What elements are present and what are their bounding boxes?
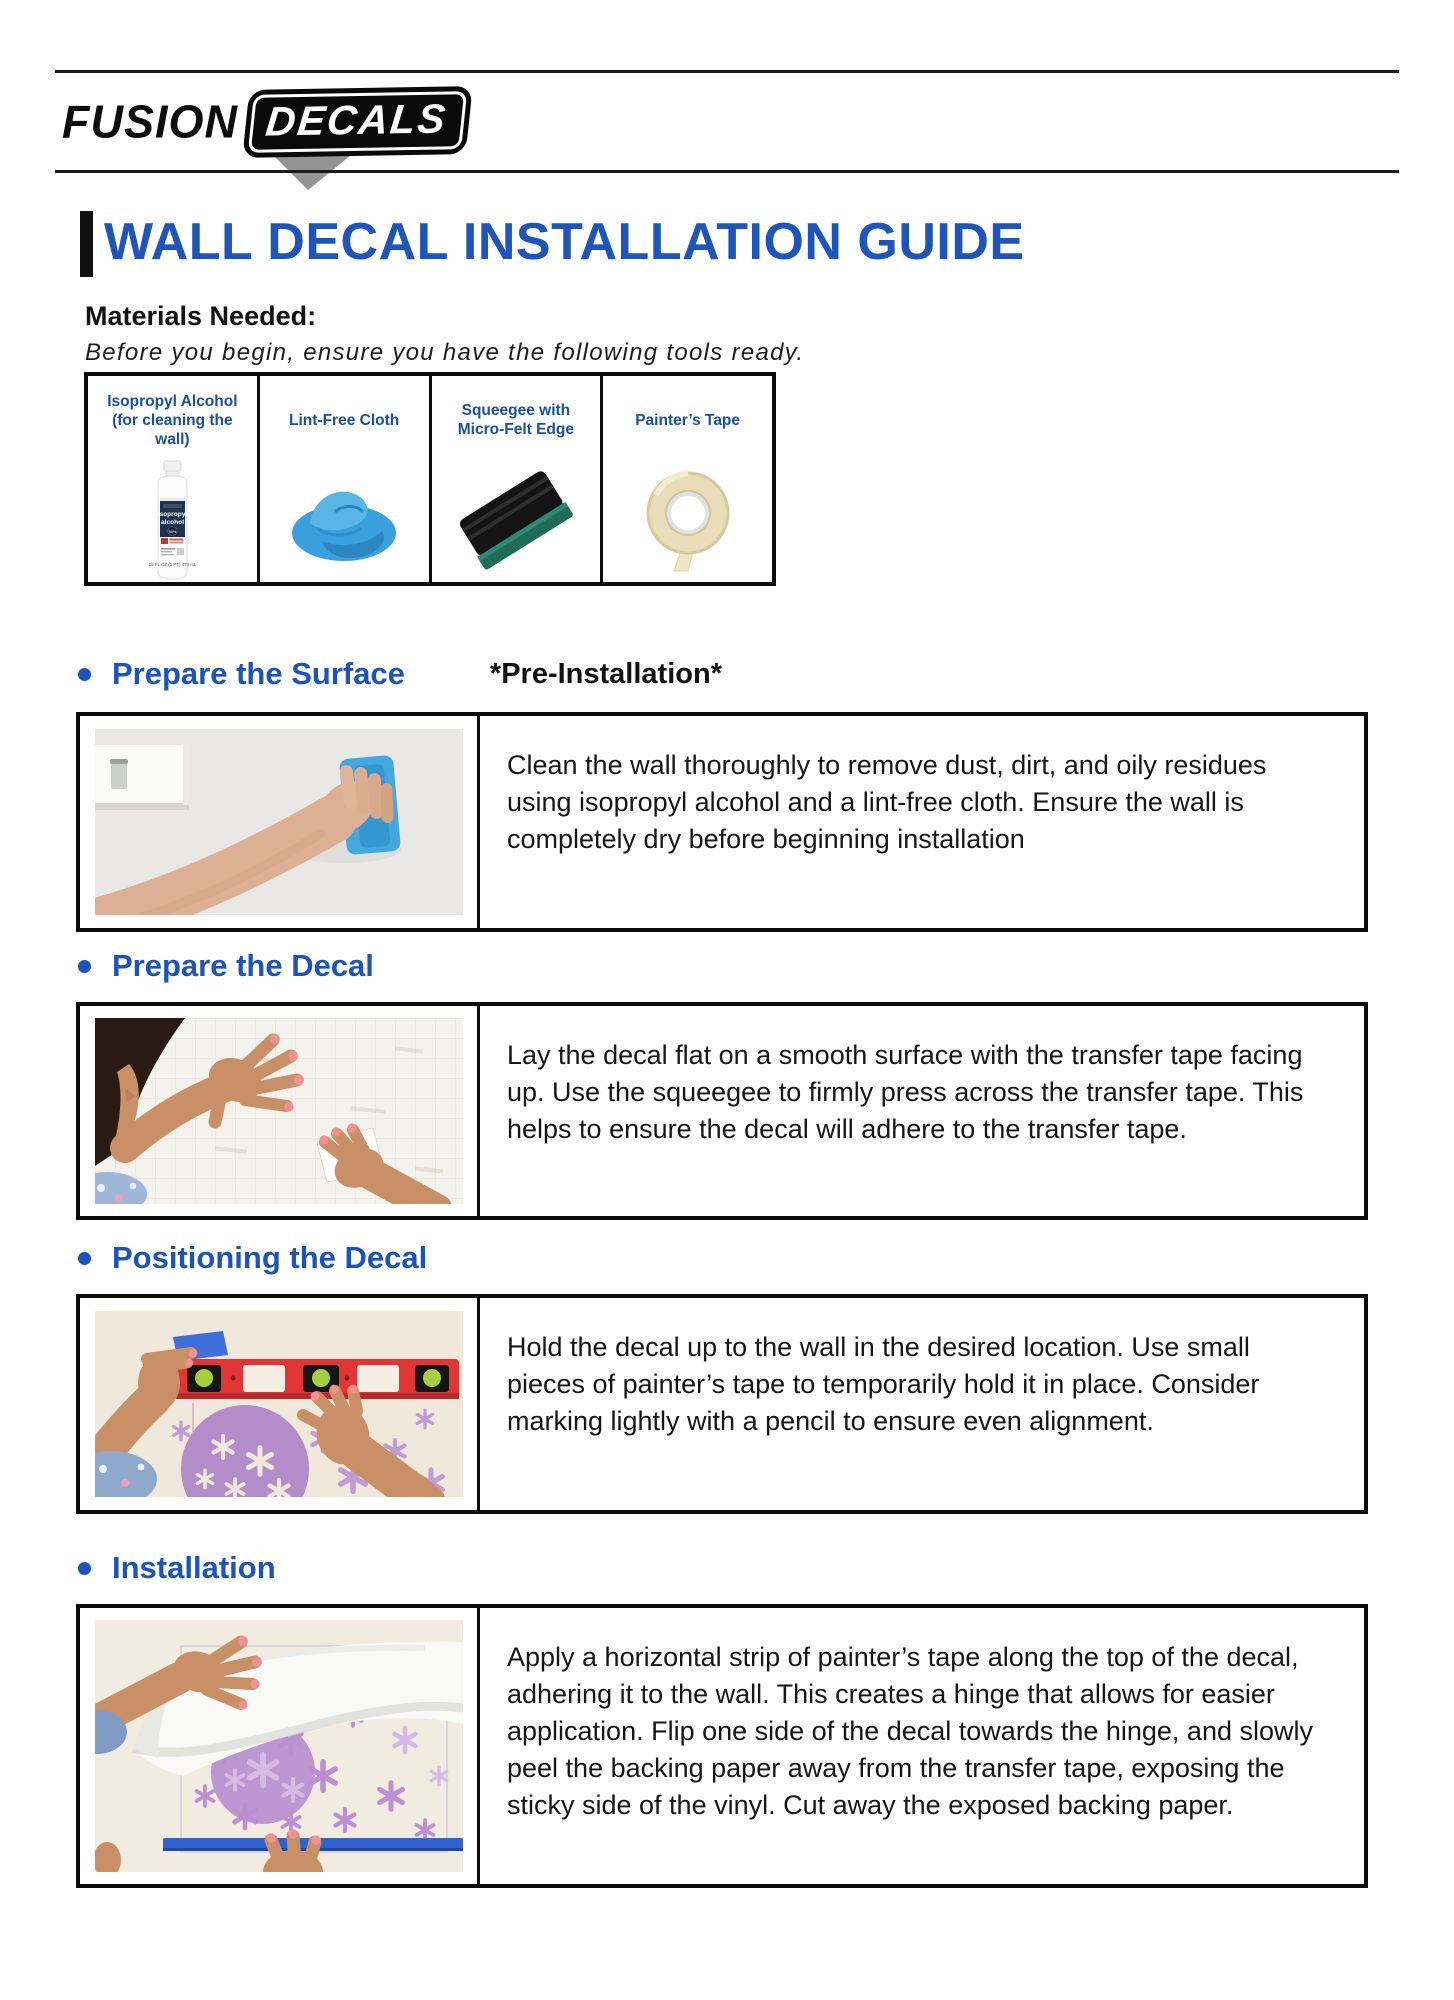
- bullet-icon: [78, 1562, 91, 1575]
- bottle-size-text: 16 FL OZ (1 PT) 473 mL: [149, 562, 197, 567]
- logo-badge: [242, 86, 472, 158]
- step-body-text: Hold the decal up to the wall in the desired location. Use small pieces of painter’s tape to temporarily hold it in place. Consider marking lightly with a pencil to ensure even alignment.: [507, 1332, 1260, 1436]
- material-cell-squeegee: [432, 376, 601, 582]
- wall-cleaning-photo: [95, 729, 463, 915]
- step-body-text: Apply a horizontal strip of painter’s tape along the top of the decal, adhering it to the wall. This creates a hinge that allows for easier application. Flip one side of the decal towards the hinge, and slowly peel the backing paper away from the transfer tape, exposing the sticky side of the vinyl. Cut away the exposed backing paper.: [507, 1642, 1313, 1820]
- step-image-cell: [80, 1608, 480, 1884]
- page-title: WALL DECAL INSTALLATION GUIDE: [104, 213, 1025, 271]
- glass-jar: [111, 761, 127, 789]
- blue-cloth-icon: [282, 471, 406, 571]
- page-title-row: [80, 204, 1025, 280]
- materials-needed-heading: Materials Needed:: [85, 301, 317, 331]
- materials-subheading: Before you begin, ensure you have the following tools ready.: [85, 339, 805, 366]
- level-positioning-photo: [95, 1311, 463, 1497]
- material-cell-lint-free-cloth: [260, 376, 429, 582]
- step-box-installation: [76, 1604, 1368, 1888]
- logo-word-fusion: FUSION: [62, 94, 239, 148]
- bottle-percent-badge: 99%: [169, 529, 177, 534]
- step-image-cell: [80, 1006, 480, 1216]
- header-divider-rule: [55, 170, 1399, 173]
- title-accent-bar: [80, 211, 93, 277]
- section-heading-prepare-surface: [78, 652, 722, 696]
- material-cell-isopropyl-alcohol: [88, 376, 257, 582]
- section-heading-positioning-decal: [78, 1236, 427, 1280]
- step-body-text: Lay the decal flat on a smooth surface with the transfer tape facing up. Use the squeegee to firmly press across the transfer tape. This helps to ensure the decal will adhere to the transfer tape.: [507, 1040, 1304, 1144]
- bullet-icon: [78, 1252, 91, 1265]
- section-title: Prepare the Surface: [112, 656, 405, 691]
- material-image-wrap: [88, 460, 257, 582]
- material-label: Painter’s Tape: [635, 411, 741, 429]
- section-title: Positioning the Decal: [112, 1240, 428, 1275]
- bullet-icon: [78, 668, 91, 681]
- step-image-cell: [80, 1298, 480, 1510]
- pre-installation-note: *Pre-Installation*: [489, 657, 722, 690]
- logo-word-decals: DECALS: [263, 95, 450, 145]
- material-image-wrap: [260, 460, 429, 582]
- section-heading-prepare-decal: [78, 944, 374, 988]
- material-label: Squeegee with Micro-Felt Edge: [457, 402, 574, 438]
- bullet-icon: [78, 960, 91, 973]
- step-box-prepare-decal: [76, 1002, 1368, 1220]
- material-image-wrap: [432, 460, 601, 582]
- step-body-text: Clean the wall thoroughly to remove dust, dirt, and oily residues using isopropyl alcohol and a lint-free cloth. Ensure the wall is completely dry before beginning installation: [507, 750, 1267, 854]
- material-label: Lint-Free Cloth: [289, 411, 400, 429]
- materials-table: [84, 372, 776, 586]
- step-box-positioning-decal: [76, 1294, 1368, 1514]
- squeegee-icon: [454, 469, 578, 573]
- shelf: [95, 745, 189, 805]
- bottle-label-line2: alcohol: [161, 519, 185, 526]
- material-cell-painters-tape: [603, 376, 772, 582]
- material-label: Isopropyl Alcohol (for cleaning the wall): [107, 392, 238, 448]
- bottle-label-line1: isopropyl: [158, 511, 188, 518]
- section-title: Installation: [112, 1550, 276, 1585]
- peel-backing-photo: [95, 1620, 463, 1872]
- fusion-decals-logo: [62, 88, 469, 156]
- tape-roll-icon: [630, 465, 746, 577]
- section-title: Prepare the Decal: [112, 948, 374, 983]
- step-image-cell: [80, 716, 480, 928]
- decal-pressing-photo: [95, 1018, 463, 1204]
- alcohol-bottle-icon: [139, 460, 205, 582]
- top-divider-rule: [55, 70, 1399, 73]
- step-box-prepare-surface: [76, 712, 1368, 932]
- material-image-wrap: [603, 460, 772, 582]
- section-heading-installation: [78, 1546, 276, 1590]
